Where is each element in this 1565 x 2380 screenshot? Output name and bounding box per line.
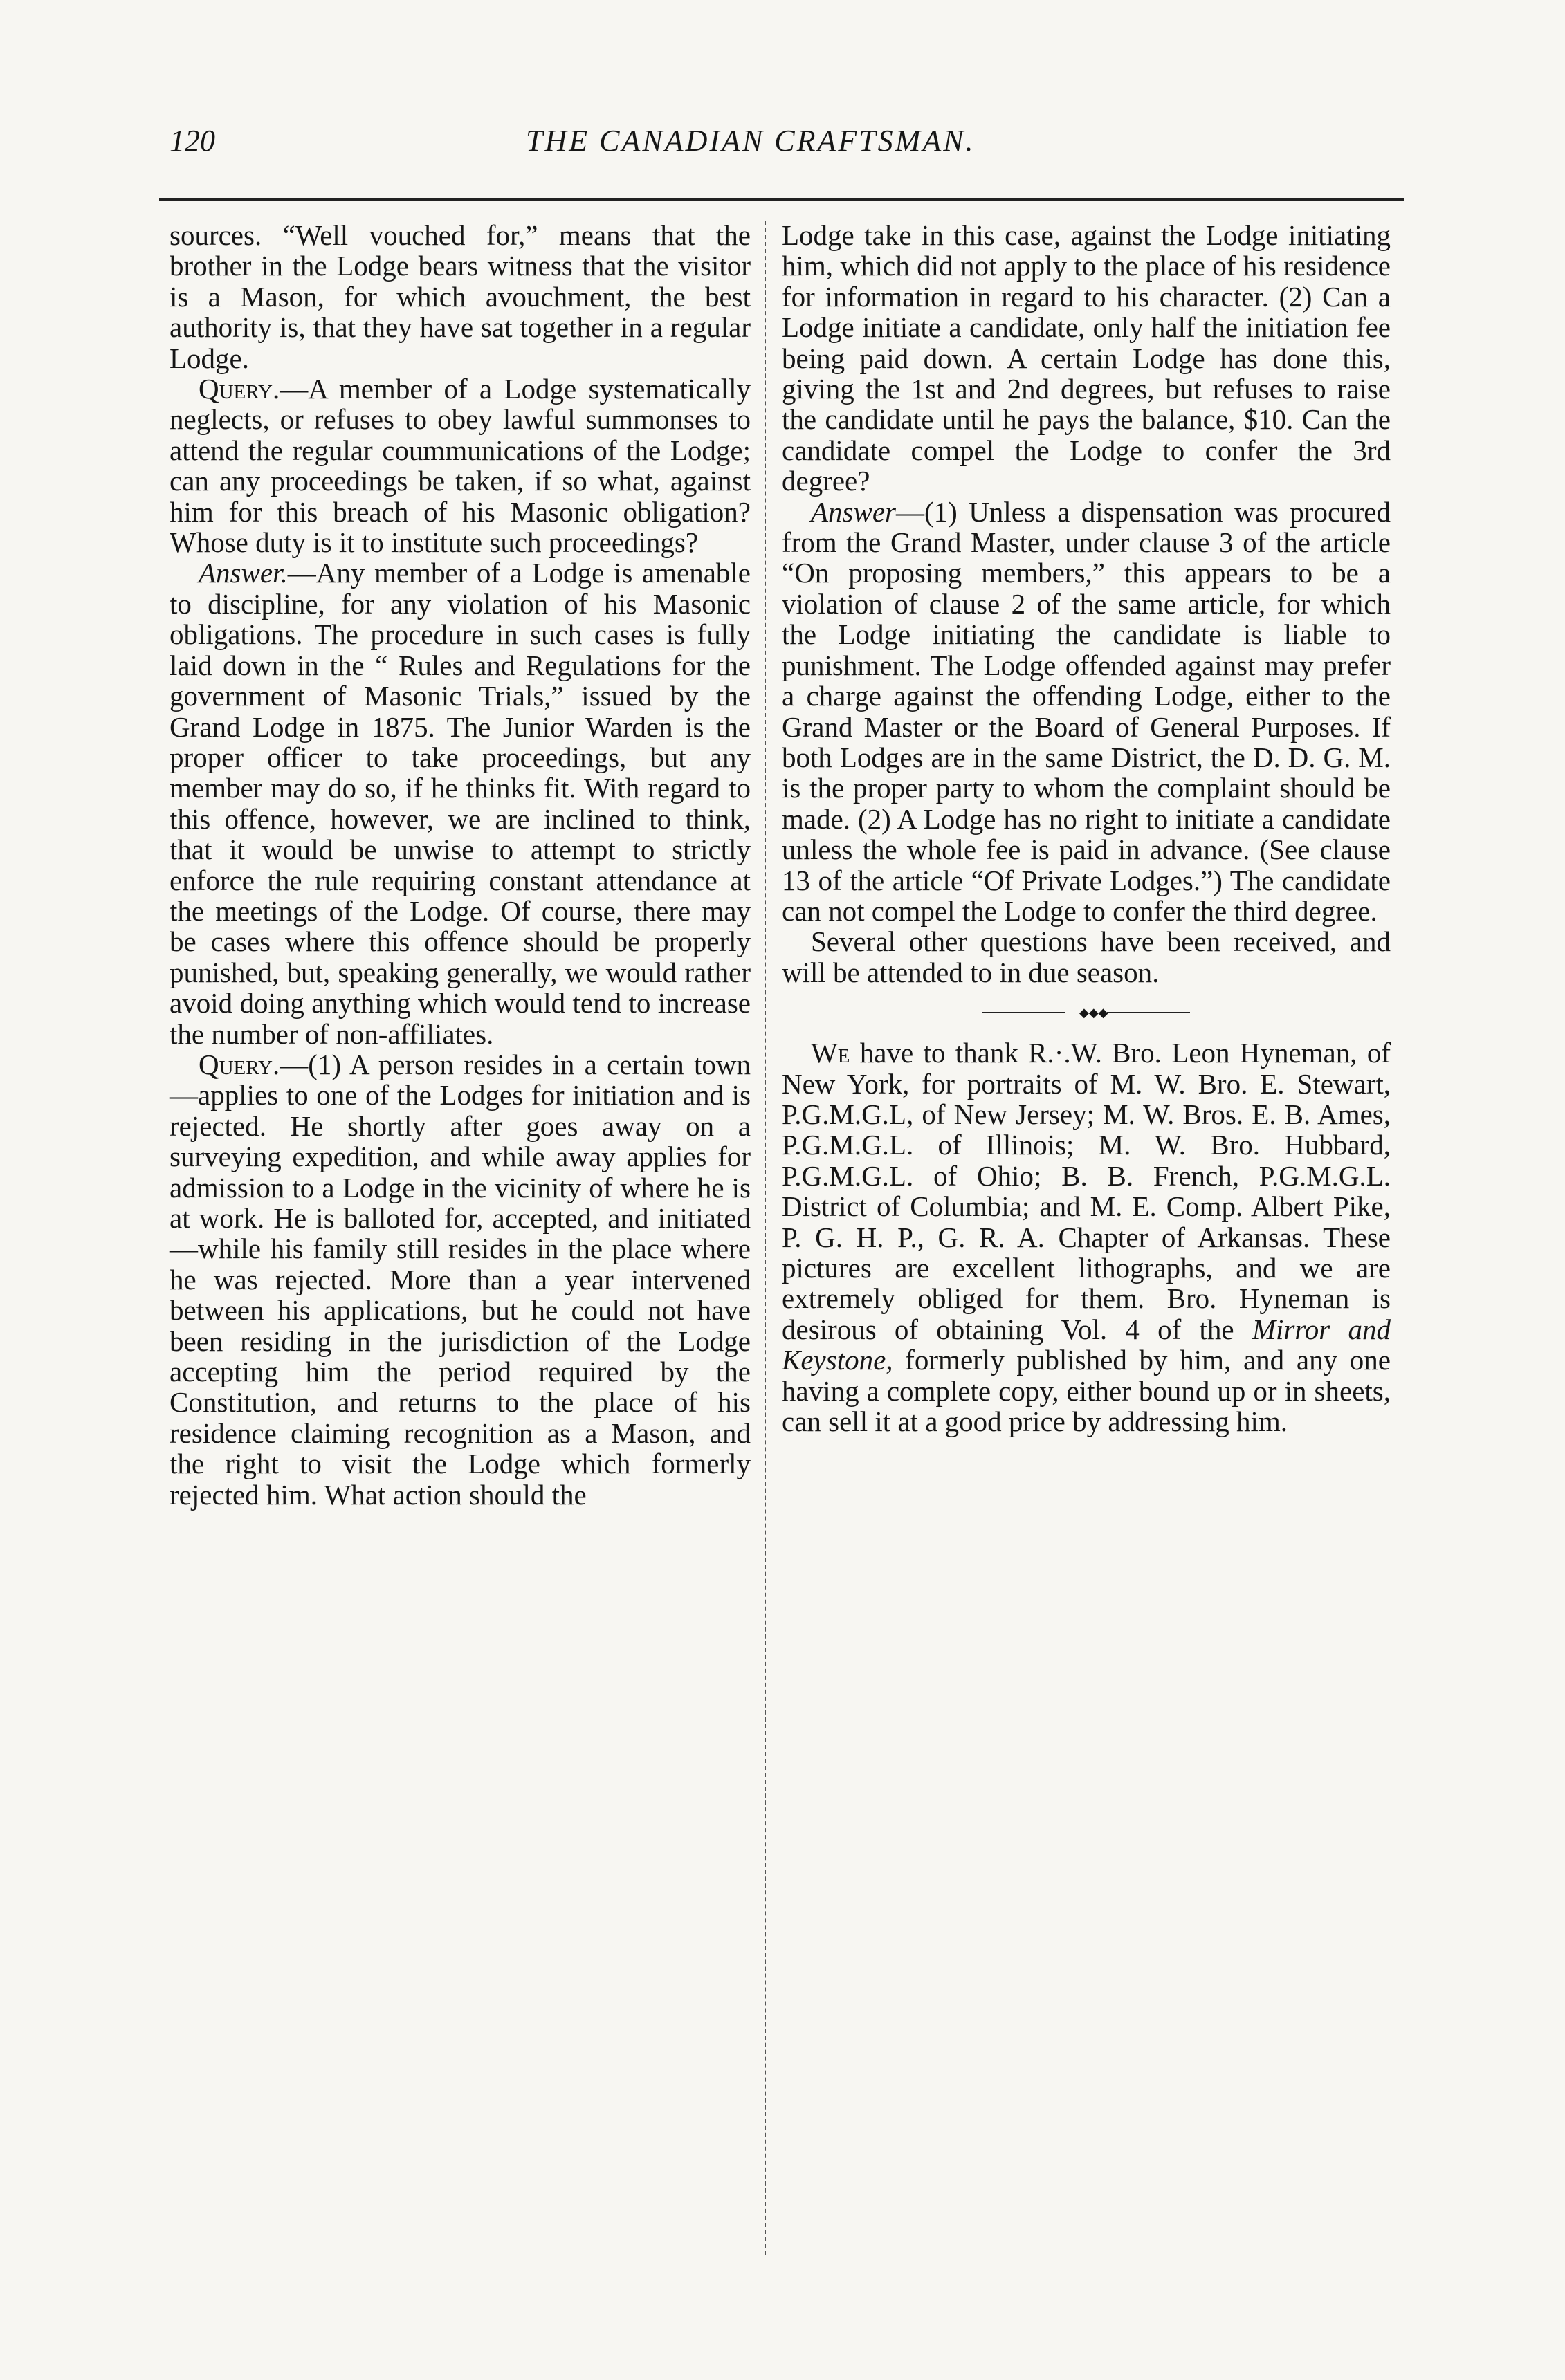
running-title: THE CANADIAN CRAFTSMAN. [526,124,976,158]
paragraph-lead-word: We [811,1037,850,1069]
paragraph-query-summonses [170,373,751,557]
query-text: —A member of a Lodge systematically neglects, or refuses to obey lawful summonses to attend the regular coummunications of the Lodge; can any proceedings be taken, if so what, against him for this breach of his Masonic obligation? Whose duty is it to institute such proceedings? [170,373,751,559]
paragraph-answer-dispensation [782,497,1391,927]
left-column [170,220,751,1510]
ornament-line-left [982,1012,1065,1013]
paragraph-well-vouched: sources. “Well vouched for,” means that the brother in the Lodge bears witness that the visitor is a Mason, for which avouchment, the best authority is, that they have sat together in a regular Lodge. [170,219,751,374]
answer-heading: Answer. [199,557,288,589]
diamond-ornament-icon: ◆◆◆ [1079,1006,1108,1020]
paragraph-portraits-thanks [782,1037,1391,1437]
right-column [782,220,1391,1437]
query-heading: Query. [199,1048,280,1080]
query-text: —(1) A person resides in a certain town—applies to one of the Lodges for initiation and is rejected. He shortly after goes away on a surveying expedition, and while away applies for admission to a Lodge in the vicinity of where he is at work. He is balloted for, accepted, and initiated—while his family still resides in the place where he was rejected. More than a year intervened between his applications, but he could not have been residing in the jurisdiction of the Lodge accepting him the period required by the Constitution, and returns to the place of his residence claiming recognition as a Mason, and the right to visit the Lodge which formerly rejected him. What action should the [170,1048,751,1511]
publication-title: Mirror and Keystone, [782,1313,1391,1376]
paragraph-other-questions: Several other questions have been received, and will be attended to in due season. [782,925,1391,988]
page-number: 120 [170,124,215,158]
paragraph-query-continued: Lodge take in this case, against the Lodge initiating him, which did not apply to the place of his residence for information in regard to his character. (2) Can a Lodge initiate a candidate, only half the initiation fee being paid down. A certain Lodge has done this, giving the 1st and 2nd degrees, but refuses to raise the candidate until he pays the balance, $10. Can the candidate compel the Lodge to confer the 3rd degree? [782,219,1391,497]
query-heading: Query. [199,373,280,405]
answer-text: —Any member of a Lodge is amenable to discipline, for any violation of his Masonic obligations. The procedure in such cases is fully laid down in the “ Rules and Regulations for the government of Masonic Trials,” issued by the Grand Lodge in 1875. The Junior Warden is the proper officer to take proceedings, but any member may do so, if he thinks fit. With regard to this offence, however, we are inclined to think, that it would be unwise to attempt to strictly enforce the rule requiring constant attendance at the meetings of the Lodge. Of course, there may be cases where this offence should be properly punished, but, speaking generally, we would rather avoid doing anything which would tend to increase the number of non-affiliates. [170,557,751,1050]
thanks-text-b: formerly published by him, and any one having a complete copy, either bound up or in sheets, can sell it at a good price by addressing him. [782,1344,1391,1438]
section-ornament-rule [982,1006,1190,1020]
ornament-line-right [1107,1012,1190,1013]
paragraph-query-initiation [170,1049,751,1510]
thanks-text-a: have to thank R.·.W. Bro. Leon Hyneman, of New York, for portraits of M. W. Bro. E. Stewart, P.G.M.G.L, of New Jersey; M. W. Bros. E. B. Ames, P.G.M.G.L. of Illinois; M. W. Bro. Hubbard, P.G.M.G.L. of Ohio; B. B. French, P.G.M.G.L. District of Columbia; and M. E. Comp. Albert Pike, P. G. H. P., G. R. A. Chapter of Arkansas. These pictures are excellent lithographs, and we are extremely obliged for them. Bro. Hyneman is desirous of obtaining Vol. 4 of the [782,1037,1391,1345]
paragraph-answer-discipline [170,557,751,1049]
header-rule [159,198,1404,201]
column-divider [765,221,766,2255]
answer-heading: Answer [811,495,896,528]
page-header [170,123,1394,172]
answer-text: —(1) Unless a dispensation was procured from the Grand Master, under clause 3 of the article “On proposing members,” this appears to be a violation of clause 2 of the same article, for which the Lodge initiating the candidate is liable to punishment. The Lodge offended against may prefer a charge against the offending Lodge, either to the Grand Master or the Board of General Purposes. If both Lodges are in the same District, the D. D. G. M. is the proper party to whom the complaint should be made. (2) A Lodge has no right to initiate a candidate unless the whole fee is paid in advance. (See clause 13 of the article “Of Private Lodges.”) The candidate can not compel the Lodge to confer the third degree. [782,495,1391,927]
